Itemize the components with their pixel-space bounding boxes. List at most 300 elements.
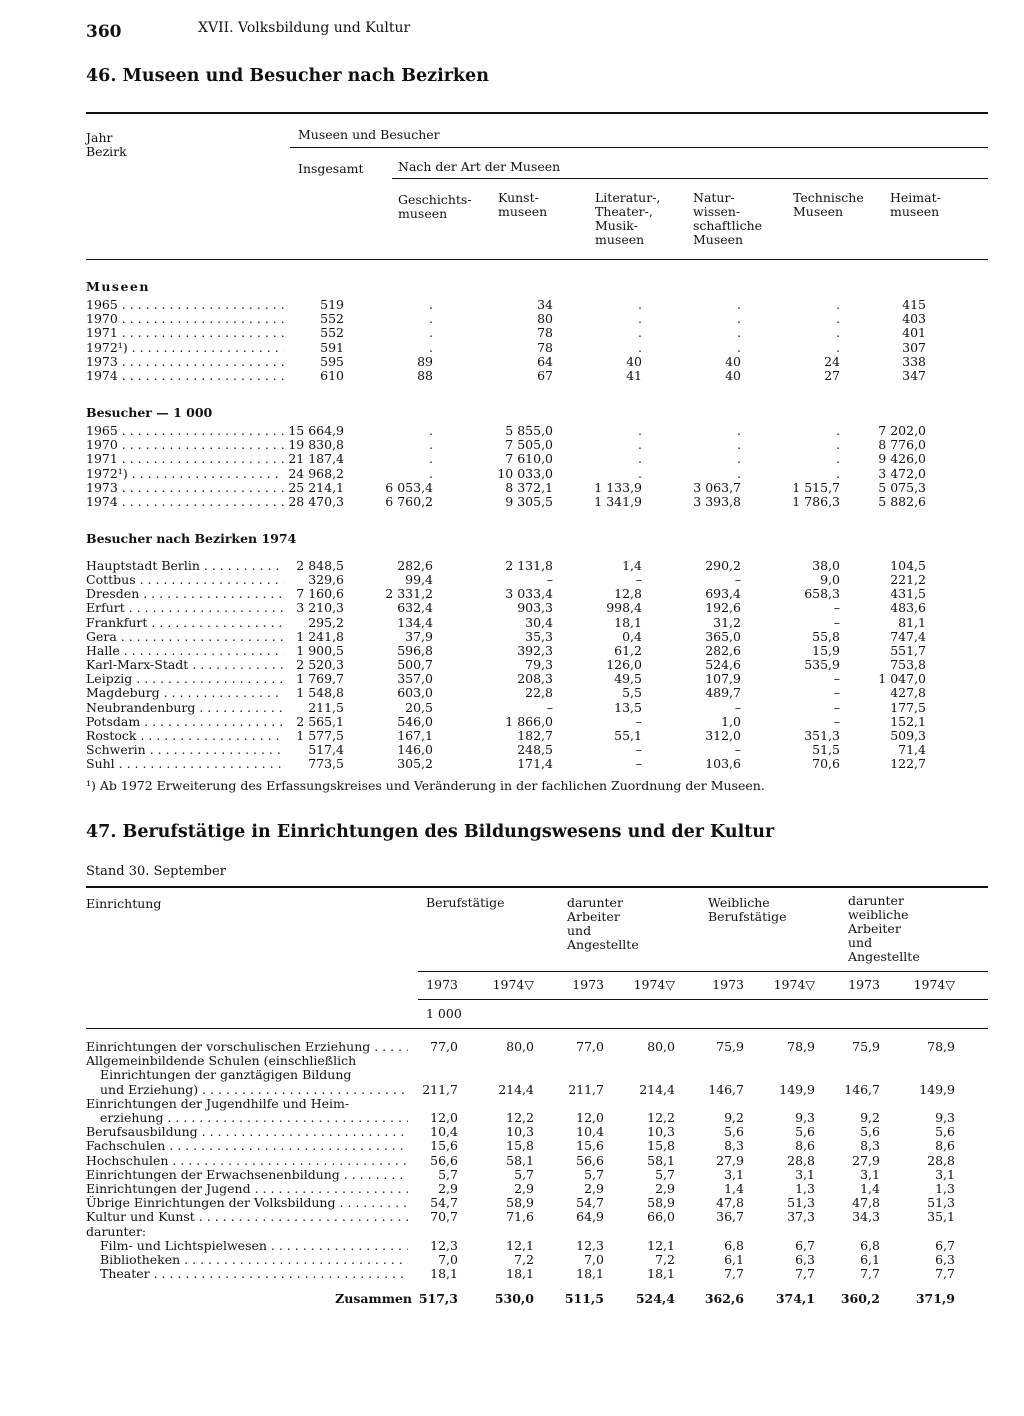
cell-value: . [836, 465, 840, 481]
year-header: 1974▽ [773, 977, 815, 992]
cell-value: 19 830,8 [288, 437, 344, 453]
cell-value: 693,4 [705, 586, 741, 602]
cell-value: 1,3 [935, 1181, 955, 1196]
einrichtung-row [0, 1168, 1024, 1182]
cell-value: 517,4 [308, 741, 344, 757]
museen-row [0, 341, 1024, 355]
cell-value: – [546, 572, 553, 588]
cell-value: 15,6 [430, 1138, 458, 1154]
year-header: 1974▽ [492, 977, 534, 992]
cell-value: . [638, 311, 642, 327]
cell-value: 12,2 [506, 1110, 534, 1125]
cell-value: 134,4 [397, 614, 433, 630]
cell-value: 374,1 [775, 1291, 815, 1306]
cell-value: . [638, 325, 642, 341]
row-label: Halle . . . [86, 644, 284, 658]
cell-value: 1 341,9 [594, 494, 642, 509]
cell-value: 5,6 [935, 1124, 955, 1140]
cell-value: 18,1 [506, 1266, 534, 1282]
cell-value: 15 664,9 [288, 423, 344, 438]
cell-value: . [737, 465, 741, 481]
table-46-footnote: ¹) Ab 1972 Erweiterung des Erfassungskreises und Veränderung in der fachlichen Zuordnung der Museen. [86, 778, 765, 793]
cell-value: 519 [320, 297, 344, 312]
cell-value: – [635, 713, 642, 729]
row-label: erziehung . . . [100, 1111, 408, 1125]
cell-value: 103,6 [705, 756, 741, 772]
row-label: 1974 . . . [86, 369, 284, 383]
cell-value: 248,5 [517, 741, 553, 757]
cell-value: 38,0 [812, 558, 840, 573]
cell-value: 10,4 [430, 1124, 458, 1140]
cell-value: . [429, 325, 433, 341]
rule [86, 259, 988, 260]
cell-value: 8,3 [860, 1138, 880, 1154]
cell-value: 12,0 [576, 1110, 604, 1125]
col-header-geschichtsmuseen: Geschichts- museen [398, 192, 472, 221]
cell-value: 177,5 [890, 699, 926, 715]
museen-row [0, 326, 1024, 340]
cell-value: 27,9 [852, 1152, 880, 1168]
einrichtung-row [0, 1210, 1024, 1224]
cell-value: 530,0 [494, 1291, 534, 1306]
cell-value: 79,3 [525, 657, 553, 673]
row-label: darunter: [86, 1224, 147, 1239]
row-label: Dresden . . . [86, 587, 284, 601]
cell-value: 305,2 [397, 756, 433, 772]
cell-value: 489,7 [705, 685, 741, 701]
cell-value: 3 210,3 [296, 600, 344, 616]
cell-value: 591 [320, 339, 344, 355]
row-label: Magdeburg . . . [86, 686, 284, 700]
cell-value: 290,2 [705, 558, 741, 573]
cell-value: 517,3 [418, 1291, 458, 1306]
row-label: Bibliotheken . . . [100, 1253, 408, 1267]
cell-value: 47,8 [852, 1195, 880, 1211]
cell-value: 3 472,0 [878, 465, 926, 481]
cell-value: 2 520,3 [296, 657, 344, 673]
cell-value: 312,0 [705, 727, 741, 743]
year-header: 1973 [712, 977, 744, 992]
cell-value: 610 [320, 368, 344, 383]
col-header-naturwissenschaftliche-museen: Natur- wissen- schaftliche Museen [693, 190, 763, 247]
cell-value: 7 202,0 [878, 423, 926, 438]
cell-value: 12,3 [576, 1237, 604, 1253]
table-46-kind-header: Nach der Art der Museen [398, 159, 561, 174]
cell-value: . [836, 297, 840, 312]
cell-value: 88 [417, 368, 433, 383]
cell-value: 6 760,2 [385, 494, 433, 509]
table-47-title: 47. Berufstätige in Einrichtungen des Bildungswesens und der Kultur [86, 822, 775, 842]
cell-value: 152,1 [890, 713, 926, 729]
cell-value: 7,7 [795, 1266, 815, 1282]
besucher-row [0, 481, 1024, 495]
museen-row [0, 355, 1024, 369]
cell-value: 1 769,7 [296, 671, 344, 687]
section-besucher-bezirke: Besucher nach Bezirken 1974 [86, 531, 297, 546]
cell-value: 12,1 [506, 1237, 534, 1253]
einrichtung-row [0, 1196, 1024, 1210]
cell-value: 362,6 [704, 1291, 744, 1306]
cell-value: 3 033,4 [505, 586, 553, 602]
cell-value: 41 [626, 368, 642, 383]
cell-value: 47,8 [716, 1195, 744, 1211]
cell-value: 40 [725, 353, 741, 369]
cell-value: 511,5 [564, 1291, 604, 1306]
cell-value: 351,3 [804, 727, 840, 743]
cell-value: 427,8 [890, 685, 926, 701]
cell-value: – [546, 699, 553, 715]
cell-value: 71,6 [506, 1209, 534, 1225]
table-46-total-header: Insgesamt [298, 161, 364, 176]
cell-value: 10,3 [506, 1124, 534, 1140]
cell-value: 221,2 [890, 572, 926, 588]
cell-value: 9 305,5 [505, 494, 553, 509]
einrichtung-row [0, 1253, 1024, 1267]
chapter-title: XVII. Volksbildung und Kultur [198, 20, 411, 36]
cell-value: 1 577,5 [296, 727, 344, 743]
group-header-weibliche-arbeiter-angestellte: darunter weibliche Arbeiter und Angestellte [848, 893, 920, 964]
row-label: Schwerin . . . [86, 743, 284, 757]
cell-value: 25 214,1 [288, 479, 344, 495]
besucher-row [0, 452, 1024, 466]
cell-value: 5 882,6 [878, 494, 926, 509]
cell-value: . [836, 325, 840, 341]
row-label: 1972¹) . . . [86, 341, 284, 355]
unit-label: 1 000 [426, 1006, 462, 1021]
cell-value: 58,9 [506, 1195, 534, 1211]
cell-value: 34,3 [852, 1209, 880, 1225]
cell-value: 15,6 [576, 1138, 604, 1154]
row-label: 1971 . . . [86, 326, 284, 340]
cell-value: 75,9 [852, 1039, 880, 1054]
row-label: Leipzig . . . [86, 672, 284, 686]
cell-value: 9,3 [935, 1110, 955, 1125]
cell-value: 483,6 [890, 600, 926, 616]
cell-value: 307 [902, 339, 926, 355]
cell-value: 329,6 [308, 572, 344, 588]
cell-value: 1,0 [721, 713, 741, 729]
cell-value: 37,9 [405, 628, 433, 644]
cell-value: . [737, 451, 741, 467]
cell-value: 5,7 [584, 1166, 604, 1182]
cell-value: 524,4 [635, 1291, 675, 1306]
cell-value: 20,5 [405, 699, 433, 715]
einrichtung-row [0, 1139, 1024, 1153]
museen-row [0, 369, 1024, 383]
cell-value: – [635, 572, 642, 588]
cell-value: 56,6 [430, 1152, 458, 1168]
cell-value: . [737, 297, 741, 312]
cell-value: 1,4 [724, 1181, 744, 1196]
cell-value: 30,4 [525, 614, 553, 630]
cell-value: 211,7 [568, 1081, 604, 1097]
cell-value: 27,9 [716, 1152, 744, 1168]
cell-value: 107,9 [705, 671, 741, 687]
cell-value: 12,0 [430, 1110, 458, 1125]
cell-value: . [836, 423, 840, 438]
besucher-row [0, 495, 1024, 509]
row-label: Cottbus . . . [86, 573, 284, 587]
cell-value: 1,3 [795, 1181, 815, 1196]
cell-value: 415 [902, 297, 926, 312]
col-header-literatur-museen: Literatur-, Theater-, Musik- museen [595, 190, 661, 247]
cell-value: 9,0 [820, 572, 840, 588]
cell-value: 15,8 [647, 1138, 675, 1154]
rule [418, 999, 988, 1000]
cell-value: 773,5 [308, 756, 344, 772]
year-header: 1974▽ [913, 977, 955, 992]
cell-value: 403 [902, 311, 926, 327]
cell-value: 35,1 [927, 1209, 955, 1225]
cell-value: 5,5 [622, 685, 642, 701]
row-label: Erfurt . . . [86, 601, 284, 615]
bezirk-row [0, 573, 1024, 587]
cell-value: 3,1 [724, 1166, 744, 1182]
cell-value: – [635, 741, 642, 757]
cell-value: 211,5 [308, 699, 344, 715]
cell-value: 9,3 [795, 1110, 815, 1125]
cell-value: – [833, 699, 840, 715]
cell-value: . [836, 451, 840, 467]
einrichtung-row [0, 1111, 1024, 1125]
cell-value: 28,8 [787, 1152, 815, 1168]
cell-value: 282,6 [705, 642, 741, 658]
cell-value: . [737, 423, 741, 438]
cell-value: 8,3 [724, 1138, 744, 1154]
table-46-group-header: Museen und Besucher [298, 127, 440, 142]
cell-value: 40 [725, 368, 741, 383]
cell-value: 10 033,0 [497, 465, 553, 481]
page-number: 360 [86, 22, 122, 42]
museen-row [0, 298, 1024, 312]
table-46-title: 46. Museen und Besucher nach Bezirken [86, 66, 489, 86]
cell-value: 552 [320, 311, 344, 327]
bezirk-row [0, 757, 1024, 771]
cell-value: 7,0 [584, 1252, 604, 1267]
cell-value: 34 [537, 297, 553, 312]
cell-value: 2 331,2 [385, 586, 433, 602]
cell-value: 35,3 [525, 628, 553, 644]
einrichtung-row [0, 1054, 1024, 1068]
cell-value: 3,1 [795, 1166, 815, 1182]
bezirk-row [0, 644, 1024, 658]
cell-value: 80,0 [647, 1039, 675, 1054]
cell-value: 49,5 [614, 671, 642, 687]
row-label: 1970 . . . [86, 312, 284, 326]
cell-value: 658,3 [804, 586, 840, 602]
cell-value: . [429, 311, 433, 327]
cell-value: 295,2 [308, 614, 344, 630]
cell-value: 149,9 [919, 1081, 955, 1097]
cell-value: 6,8 [860, 1237, 880, 1253]
cell-value: . [429, 437, 433, 453]
cell-value: 80,0 [506, 1039, 534, 1054]
cell-value: 36,7 [716, 1209, 744, 1225]
bezirk-row [0, 715, 1024, 729]
cell-value: 78 [537, 325, 553, 341]
year-header: 1974▽ [633, 977, 675, 992]
cell-value: 78,9 [787, 1039, 815, 1054]
cell-value: 500,7 [397, 657, 433, 673]
row-label: Potsdam . . . [86, 715, 284, 729]
cell-value: 27 [824, 368, 840, 383]
row-label: Frankfurt . . . [86, 616, 284, 630]
cell-value: 1 866,0 [505, 713, 553, 729]
year-header: 1973 [426, 977, 458, 992]
einrichtung-row [0, 1154, 1024, 1168]
cell-value: – [833, 671, 840, 687]
cell-value: 10,4 [576, 1124, 604, 1140]
cell-value: 81,1 [898, 614, 926, 630]
cell-value: 2,9 [584, 1181, 604, 1196]
cell-value: 5,6 [724, 1124, 744, 1140]
cell-value: 56,6 [576, 1152, 604, 1168]
cell-value: 12,2 [647, 1110, 675, 1125]
cell-value: – [833, 614, 840, 630]
bezirk-row [0, 729, 1024, 743]
row-label: 1970 . . . [86, 438, 284, 452]
cell-value: 12,3 [430, 1237, 458, 1253]
cell-value: 360,2 [840, 1291, 880, 1306]
cell-value: 24 [824, 353, 840, 369]
cell-value: 18,1 [647, 1266, 675, 1282]
row-label: Rostock . . . [86, 729, 284, 743]
cell-value: 357,0 [397, 671, 433, 687]
cell-value: 40 [626, 353, 642, 369]
cell-value: 58,1 [506, 1152, 534, 1168]
cell-value: 0,4 [622, 628, 642, 644]
cell-value: 54,7 [430, 1195, 458, 1211]
cell-value: 54,7 [576, 1195, 604, 1211]
cell-value: 347 [902, 368, 926, 383]
cell-value: 51,5 [812, 741, 840, 757]
cell-value: 371,9 [915, 1291, 955, 1306]
cell-value: 5 075,3 [878, 479, 926, 495]
row-label: Film- und Lichtspielwesen . . . [100, 1239, 408, 1253]
group-header-arbeiter-angestellte: darunter Arbeiter und Angestellte [567, 895, 639, 952]
bezirk-row [0, 743, 1024, 757]
cell-value: 1 786,3 [792, 494, 840, 509]
cell-value: . [836, 339, 840, 355]
cell-value: 192,6 [705, 600, 741, 616]
cell-value: 70,6 [812, 756, 840, 772]
cell-value: 7 505,0 [505, 437, 553, 453]
cell-value: 747,4 [890, 628, 926, 644]
bezirk-row [0, 601, 1024, 615]
cell-value: 211,7 [422, 1081, 458, 1097]
bezirk-row [0, 587, 1024, 601]
cell-value: 89 [417, 353, 433, 369]
cell-value: 5,6 [860, 1124, 880, 1140]
cell-value: 3 393,8 [693, 494, 741, 509]
cell-value: . [638, 423, 642, 438]
cell-value: . [737, 437, 741, 453]
col-header-technische-museen: Technische Museen [793, 190, 864, 219]
cell-value: 8,6 [795, 1138, 815, 1154]
cell-value: . [737, 339, 741, 355]
bezirk-row [0, 658, 1024, 672]
cell-value: 7,2 [514, 1252, 534, 1267]
cell-value: . [429, 465, 433, 481]
row-label: Allgemeinbildende Schulen (einschließlich [86, 1054, 357, 1069]
cell-value: 392,3 [517, 642, 553, 658]
row-label: Einrichtungen der Jugend . . . [86, 1182, 408, 1196]
group-header-weibliche-berufstaetige: Weibliche Berufstätige [708, 895, 787, 924]
cell-value: – [833, 685, 840, 701]
cell-value: 167,1 [397, 727, 433, 743]
cell-value: 12,8 [614, 586, 642, 602]
row-label: Gera . . . [86, 630, 284, 644]
cell-value: 58,1 [647, 1152, 675, 1168]
cell-value: 37,3 [787, 1209, 815, 1225]
cell-value: – [635, 756, 642, 772]
cell-value: – [734, 741, 741, 757]
cell-value: 632,4 [397, 600, 433, 616]
cell-value: 1 047,0 [878, 671, 926, 687]
cell-value: 5 855,0 [505, 423, 553, 438]
row-label: Suhl . . . [86, 757, 284, 771]
rule [418, 971, 988, 972]
cell-value: 6,3 [935, 1252, 955, 1267]
cell-value: 753,8 [890, 657, 926, 673]
cell-value: 146,7 [844, 1081, 880, 1097]
cell-value: 5,7 [438, 1166, 458, 1182]
cell-value: 338 [902, 353, 926, 369]
cell-value: 7,2 [655, 1252, 675, 1267]
cell-value: 1 900,5 [296, 642, 344, 658]
cell-value: 7 160,6 [296, 586, 344, 602]
col-header-kunstmuseen: Kunst- museen [498, 190, 548, 219]
cell-value: 64,9 [576, 1209, 604, 1225]
cell-value: 66,0 [647, 1209, 675, 1225]
cell-value: 80 [537, 311, 553, 327]
cell-value: . [836, 311, 840, 327]
row-label: Übrige Einrichtungen der Volksbildung . . . [86, 1196, 408, 1210]
row-label: 1965 . . . [86, 298, 284, 312]
rule [392, 178, 988, 179]
bezirk-row [0, 616, 1024, 630]
cell-value: 596,8 [397, 642, 433, 658]
cell-value: . [737, 311, 741, 327]
cell-value: 603,0 [397, 685, 433, 701]
cell-value: 8 776,0 [878, 437, 926, 453]
einrichtung-row [0, 1125, 1024, 1139]
cell-value: 71,4 [898, 741, 926, 757]
cell-value: 3,1 [860, 1166, 880, 1182]
cell-value: 2 565,1 [296, 713, 344, 729]
rule [290, 147, 988, 148]
table-46-top-rule [86, 112, 988, 114]
besucher-row [0, 467, 1024, 481]
cell-value: 524,6 [705, 657, 741, 673]
cell-value: . [638, 465, 642, 481]
cell-value: 28 470,3 [288, 494, 344, 509]
cell-value: 22,8 [525, 685, 553, 701]
cell-value: 58,9 [647, 1195, 675, 1211]
cell-value: 77,0 [430, 1039, 458, 1054]
cell-value: 6,1 [724, 1252, 744, 1267]
cell-value: 1 515,7 [792, 479, 840, 495]
table-47-subtitle: Stand 30. September [86, 864, 226, 879]
row-label: Einrichtungen der ganztägigen Bildung [100, 1068, 352, 1083]
row-label: 1973 . . . [86, 481, 284, 495]
cell-value: 15,8 [506, 1138, 534, 1154]
einrichtung-row [0, 1239, 1024, 1253]
cell-value: 122,7 [890, 756, 926, 772]
cell-value: 6,1 [860, 1252, 880, 1267]
cell-value: . [429, 297, 433, 312]
cell-value: . [429, 339, 433, 355]
